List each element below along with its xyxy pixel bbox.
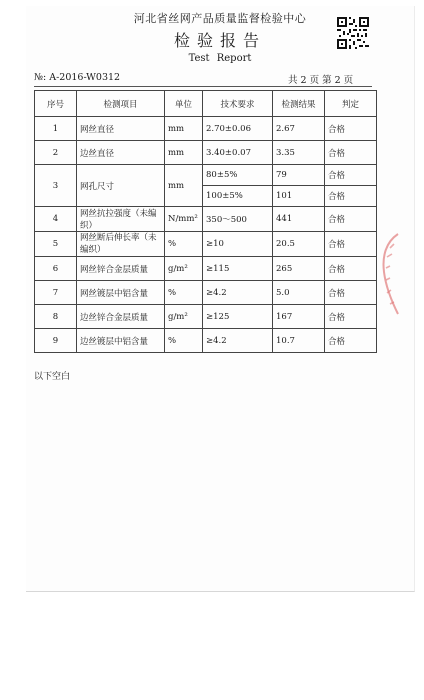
cell-unit: % [165, 232, 203, 257]
col-header-unit: 单位 [165, 91, 203, 117]
cell-unit: g/m² [165, 257, 203, 281]
cell-result: 3.35 [273, 141, 325, 165]
cell-requirement: 350～500 [203, 207, 273, 232]
col-header-item: 检测项目 [77, 91, 165, 117]
cell-item: 网孔尺寸 [77, 165, 165, 207]
cell-requirement: 3.40±0.07 [203, 141, 273, 165]
cell-result: 10.7 [273, 329, 325, 353]
cell-unit: mm [165, 165, 203, 207]
cell-no: 1 [35, 117, 77, 141]
cell-verdict: 合格 [325, 117, 377, 141]
cell-unit: % [165, 281, 203, 305]
cell-item: 网丝抗拉强度（未编织） [77, 207, 165, 232]
cell-requirement: ≥115 [203, 257, 273, 281]
table-row [35, 329, 377, 353]
table-row [35, 232, 377, 257]
cell-requirement: ≥10 [203, 232, 273, 257]
cell-verdict: 合格 [325, 207, 377, 232]
col-header-requirement: 技术要求 [203, 91, 273, 117]
report-page [26, 6, 415, 592]
cell-requirement: 100±5% [203, 186, 273, 207]
table-row [35, 257, 377, 281]
cell-item: 网丝直径 [77, 117, 165, 141]
seal-stamp-icon [376, 232, 402, 316]
table-row [35, 207, 377, 232]
cell-no: 7 [35, 281, 77, 305]
col-header-verdict: 判定 [325, 91, 377, 117]
cell-item: 网丝镀层中铝含量 [77, 281, 165, 305]
cell-no: 3 [35, 165, 77, 207]
table-row [35, 281, 377, 305]
cell-result: 101 [273, 186, 325, 207]
cell-no: 2 [35, 141, 77, 165]
cell-verdict: 合格 [325, 281, 377, 305]
institution-name: 河北省丝网产品质量监督检验中心 [133, 12, 307, 25]
report-title-en: Test Report [188, 53, 252, 64]
page-indicator: 共 2 页 第 2 页 [288, 75, 354, 86]
cell-unit: mm [165, 117, 203, 141]
col-header-no: 序号 [35, 91, 77, 117]
cell-requirement: 80±5% [203, 165, 273, 186]
table-row [35, 305, 377, 329]
cell-result: 5.0 [273, 281, 325, 305]
cell-requirement: ≥4.2 [203, 329, 273, 353]
cell-verdict: 合格 [325, 329, 377, 353]
table-header-row [35, 91, 377, 117]
cell-item: 边丝镀层中铝含量 [77, 329, 165, 353]
cell-result: 20.5 [273, 232, 325, 257]
cell-item: 边丝直径 [77, 141, 165, 165]
cell-unit: % [165, 329, 203, 353]
cell-unit: g/m² [165, 305, 203, 329]
report-title-zh: 检验报告 [173, 31, 266, 50]
cell-result: 2.67 [273, 117, 325, 141]
qr-code-icon [336, 16, 370, 50]
cell-no: 5 [35, 232, 77, 257]
cell-no: 9 [35, 329, 77, 353]
cell-verdict: 合格 [325, 141, 377, 165]
cell-verdict: 合格 [325, 305, 377, 329]
cell-item: 边丝锌合金层质量 [77, 305, 165, 329]
cell-verdict: 合格 [325, 257, 377, 281]
cell-verdict: 合格 [325, 232, 377, 257]
cell-result: 79 [273, 165, 325, 186]
report-number: №: A-2016-W0312 [34, 72, 121, 83]
table-row [35, 165, 377, 186]
cell-result: 167 [273, 305, 325, 329]
cell-verdict: 合格 [325, 186, 377, 207]
cell-requirement: 2.70±0.06 [203, 117, 273, 141]
cell-requirement: ≥125 [203, 305, 273, 329]
cell-item: 网丝锌合金层质量 [77, 257, 165, 281]
cell-result: 441 [273, 207, 325, 232]
results-table [34, 90, 377, 353]
cell-unit: N/mm² [165, 207, 203, 232]
cell-requirement: ≥4.2 [203, 281, 273, 305]
table-row [35, 141, 377, 165]
cell-no: 6 [35, 257, 77, 281]
cell-unit: mm [165, 141, 203, 165]
cell-result: 265 [273, 257, 325, 281]
blank-below-note: 以下空白 [34, 372, 71, 382]
cell-item: 网丝断后伸长率（未编织） [77, 232, 165, 257]
header-rule [34, 86, 372, 87]
cell-no: 8 [35, 305, 77, 329]
table-row [35, 117, 377, 141]
col-header-result: 检测结果 [273, 91, 325, 117]
cell-verdict: 合格 [325, 165, 377, 186]
cell-no: 4 [35, 207, 77, 232]
